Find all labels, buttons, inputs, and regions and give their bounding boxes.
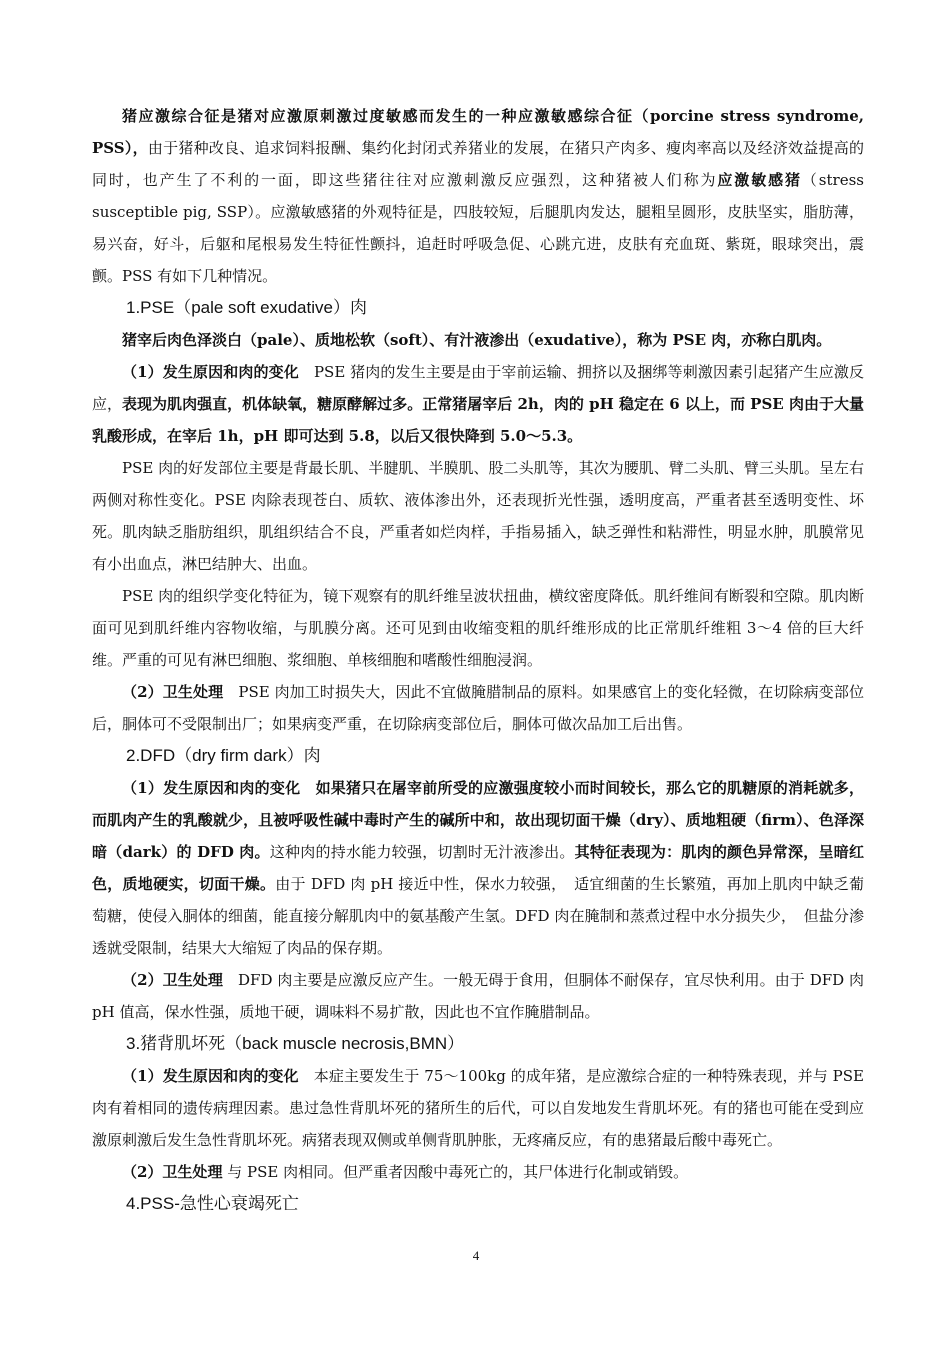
bmn-hygiene-paragraph (92, 1156, 864, 1188)
dfd-cause-paragraph (92, 772, 864, 964)
section-heading-bmn: 3.猪背肌坏死（back muscle necrosis,BMN） (126, 1034, 465, 1053)
dfd-hygiene-paragraph (92, 964, 864, 1028)
page-number: 4 (472, 1248, 480, 1263)
pse-cause-label: （1）发生原因和肉的变化 (122, 363, 299, 381)
intro-bold-definition: 猪应激综合征是猪对应激原刺激过度敏感而发生的一种应激敏感综合征（porcine stress syndrome, PSS）， (92, 107, 864, 157)
dfd-cause-text-2: 由于 DFD 肉 pH 接近中性，保水力较强， 适宜细菌的生长繁殖，再加上肌肉中缺乏葡萄糖，使侵入胴体的细菌，能直接分解肌肉中的氨基酸产生氢。DFD 肉在腌制和蒸煮过程中水分损失少， 但盐分渗透就受限制，结果大大缩短了肉品的保存期。 (92, 875, 864, 957)
pse-definition (92, 324, 864, 356)
pse-cause-text: PSE 猪肉的发生主要是由于宰前运输、拥挤以及捆绑等刺激因素引起猪产生应激反应， (92, 363, 864, 413)
pse-location-paragraph: PSE 肉的好发部位主要是背最长肌、半腱肌、半膜肌、股二头肌等，其次为腰肌、臂二头肌、臂三头肌。呈左右两侧对称性变化。PSE 肉除表现苍白、质软、液体渗出外，还表现折光性强，透明度高，严重者甚至透明变性、坏死。肌肉缺乏脂肪组织，肌组织结合不良，严重者如烂肉样，手指易插入，缺乏弹性和粘滞性，明显水肿，肌膜常见有小出血点，淋巴结肿大、出血。 (92, 459, 864, 573)
bmn-hygiene-label: （2）卫生处理 (122, 1163, 223, 1181)
pse-cause-bold: 表现为肌肉强直，机体缺氧，糖原酵解过多。正常猪屠宰后 2h，肉的 pH 稳定在 6 以上，而 PSE 肉由于大量乳酸形成，在宰后 1h，pH 即可达到 5.8，以后又很快降到 5.0～5.3。 (92, 395, 864, 445)
intro-text-2: （stress susceptible pig, SSP）。应激敏感猪的外观特征是，四肢较短，后腿肌肉发达，腿粗呈圆形，皮肤坚实，脂肪薄，易兴奋，好斗，后躯和尾根易发生特征性颤抖，追赶时呼吸急促、心跳亢进，皮肤有充血斑、紫斑，眼球突出，震颤。PSS 有如下几种情况。 (92, 171, 864, 285)
pse-hygiene-text: PSE 肉加工时损失大，因此不宜做腌腊制品的原料。如果感官上的变化轻微，在切除病变部位后，胴体可不受限制出厂；如果病变严重，在切除病变部位后，胴体可做次品加工后出售。 (92, 683, 864, 733)
intro-bold-term: 应激敏感猪 (717, 171, 802, 189)
dfd-cause-label: （1）发生原因和肉的变化 (122, 779, 301, 797)
pse-hygiene-label: （2）卫生处理 (122, 683, 224, 701)
dfd-hygiene-text: DFD 肉主要是应激反应产生。一般无碍于食用，但胴体不耐保存，宜尽快利用。由于 DFD 肉 pH 值高，保水性强，质地干硬，调味料不易扩散，因此也不宜作腌腊制品。 (92, 971, 864, 1021)
intro-text: 由于猪种改良、追求饲料报酬、集约化封闭式养猪业的发展，在猪只产肉多、瘦肉率高以及经济效益提高的同时，也产生了不利的一面，即这些猪往往对应激刺激反应强烈，这种猪被人们称为 (92, 139, 864, 189)
document-page (92, 100, 864, 1220)
pse-definition-text: 猪宰后肉色泽淡白（pale）、质地松软（soft）、有汁液渗出（exudative），称为 PSE 肉，亦称白肌肉。 (122, 331, 832, 349)
section-heading-pse: 1.PSE（pale soft exudative）肉 (126, 298, 367, 317)
bmn-hygiene-text: 与 PSE 肉相同。但严重者因酸中毒死亡的，其尸体进行化制或销毁。 (222, 1163, 689, 1181)
bmn-cause-text: 本症主要发生于 75～100kg 的成年猪，是应激综合症的一种特殊表现，并与 PSE 肉有着相同的遗传病理因素。患过急性背肌坏死的猪所生的后代，可以自发地发生背肌坏死。有的猪也可能在受到应激原刺激后发生急性背肌坏死。病猪表现双侧或单侧背肌肿胀，无疼痛反应，有的患猪最后酸中毒死亡。 (92, 1067, 864, 1149)
pse-cause-paragraph (92, 356, 864, 452)
dfd-hygiene-label: （2）卫生处理 (122, 971, 223, 989)
dfd-feature-bold: 其特征表现为：肌肉的颜色异常深，呈暗红色，质地硬实，切面干燥。 (92, 843, 864, 893)
bmn-cause-label: （1）发生原因和肉的变化 (122, 1067, 299, 1085)
dfd-cause-text: 这种肉的持水能力较强，切割时无汁液渗出。 (269, 843, 575, 861)
section-heading-dfd: 2.DFD（dry firm dark）肉 (126, 746, 321, 765)
pse-hygiene-paragraph (92, 676, 864, 740)
section-heading-pss4: 4.PSS-急性心衰竭死亡 (126, 1194, 299, 1213)
pse-histology-paragraph: PSE 肉的组织学变化特征为，镜下观察有的肌纤维呈波状扭曲，横纹密度降低。肌纤维间有断裂和空隙。肌肉断面可见到肌纤维内容物收缩，与肌膜分离。还可见到由收缩变粗的肌纤维形成的比正常肌纤维粗 3～4 倍的巨大纤维。严重的可见有淋巴细胞、浆细胞、单核细胞和嗜酸性细胞浸润。 (92, 587, 864, 669)
dfd-cause-bold: 如果猪只在屠宰前所受的应激强度较小而时间较长，那么它的肌糖原的消耗就多，而肌肉产生的乳酸就少，且被呼吸性碱中毒时产生的碱所中和，故出现切面干燥（dry）、质地粗硬（firm）、色泽深暗（dark）的 DFD 肉。 (92, 779, 864, 861)
bmn-cause-paragraph (92, 1060, 864, 1156)
intro-paragraph (92, 100, 864, 292)
